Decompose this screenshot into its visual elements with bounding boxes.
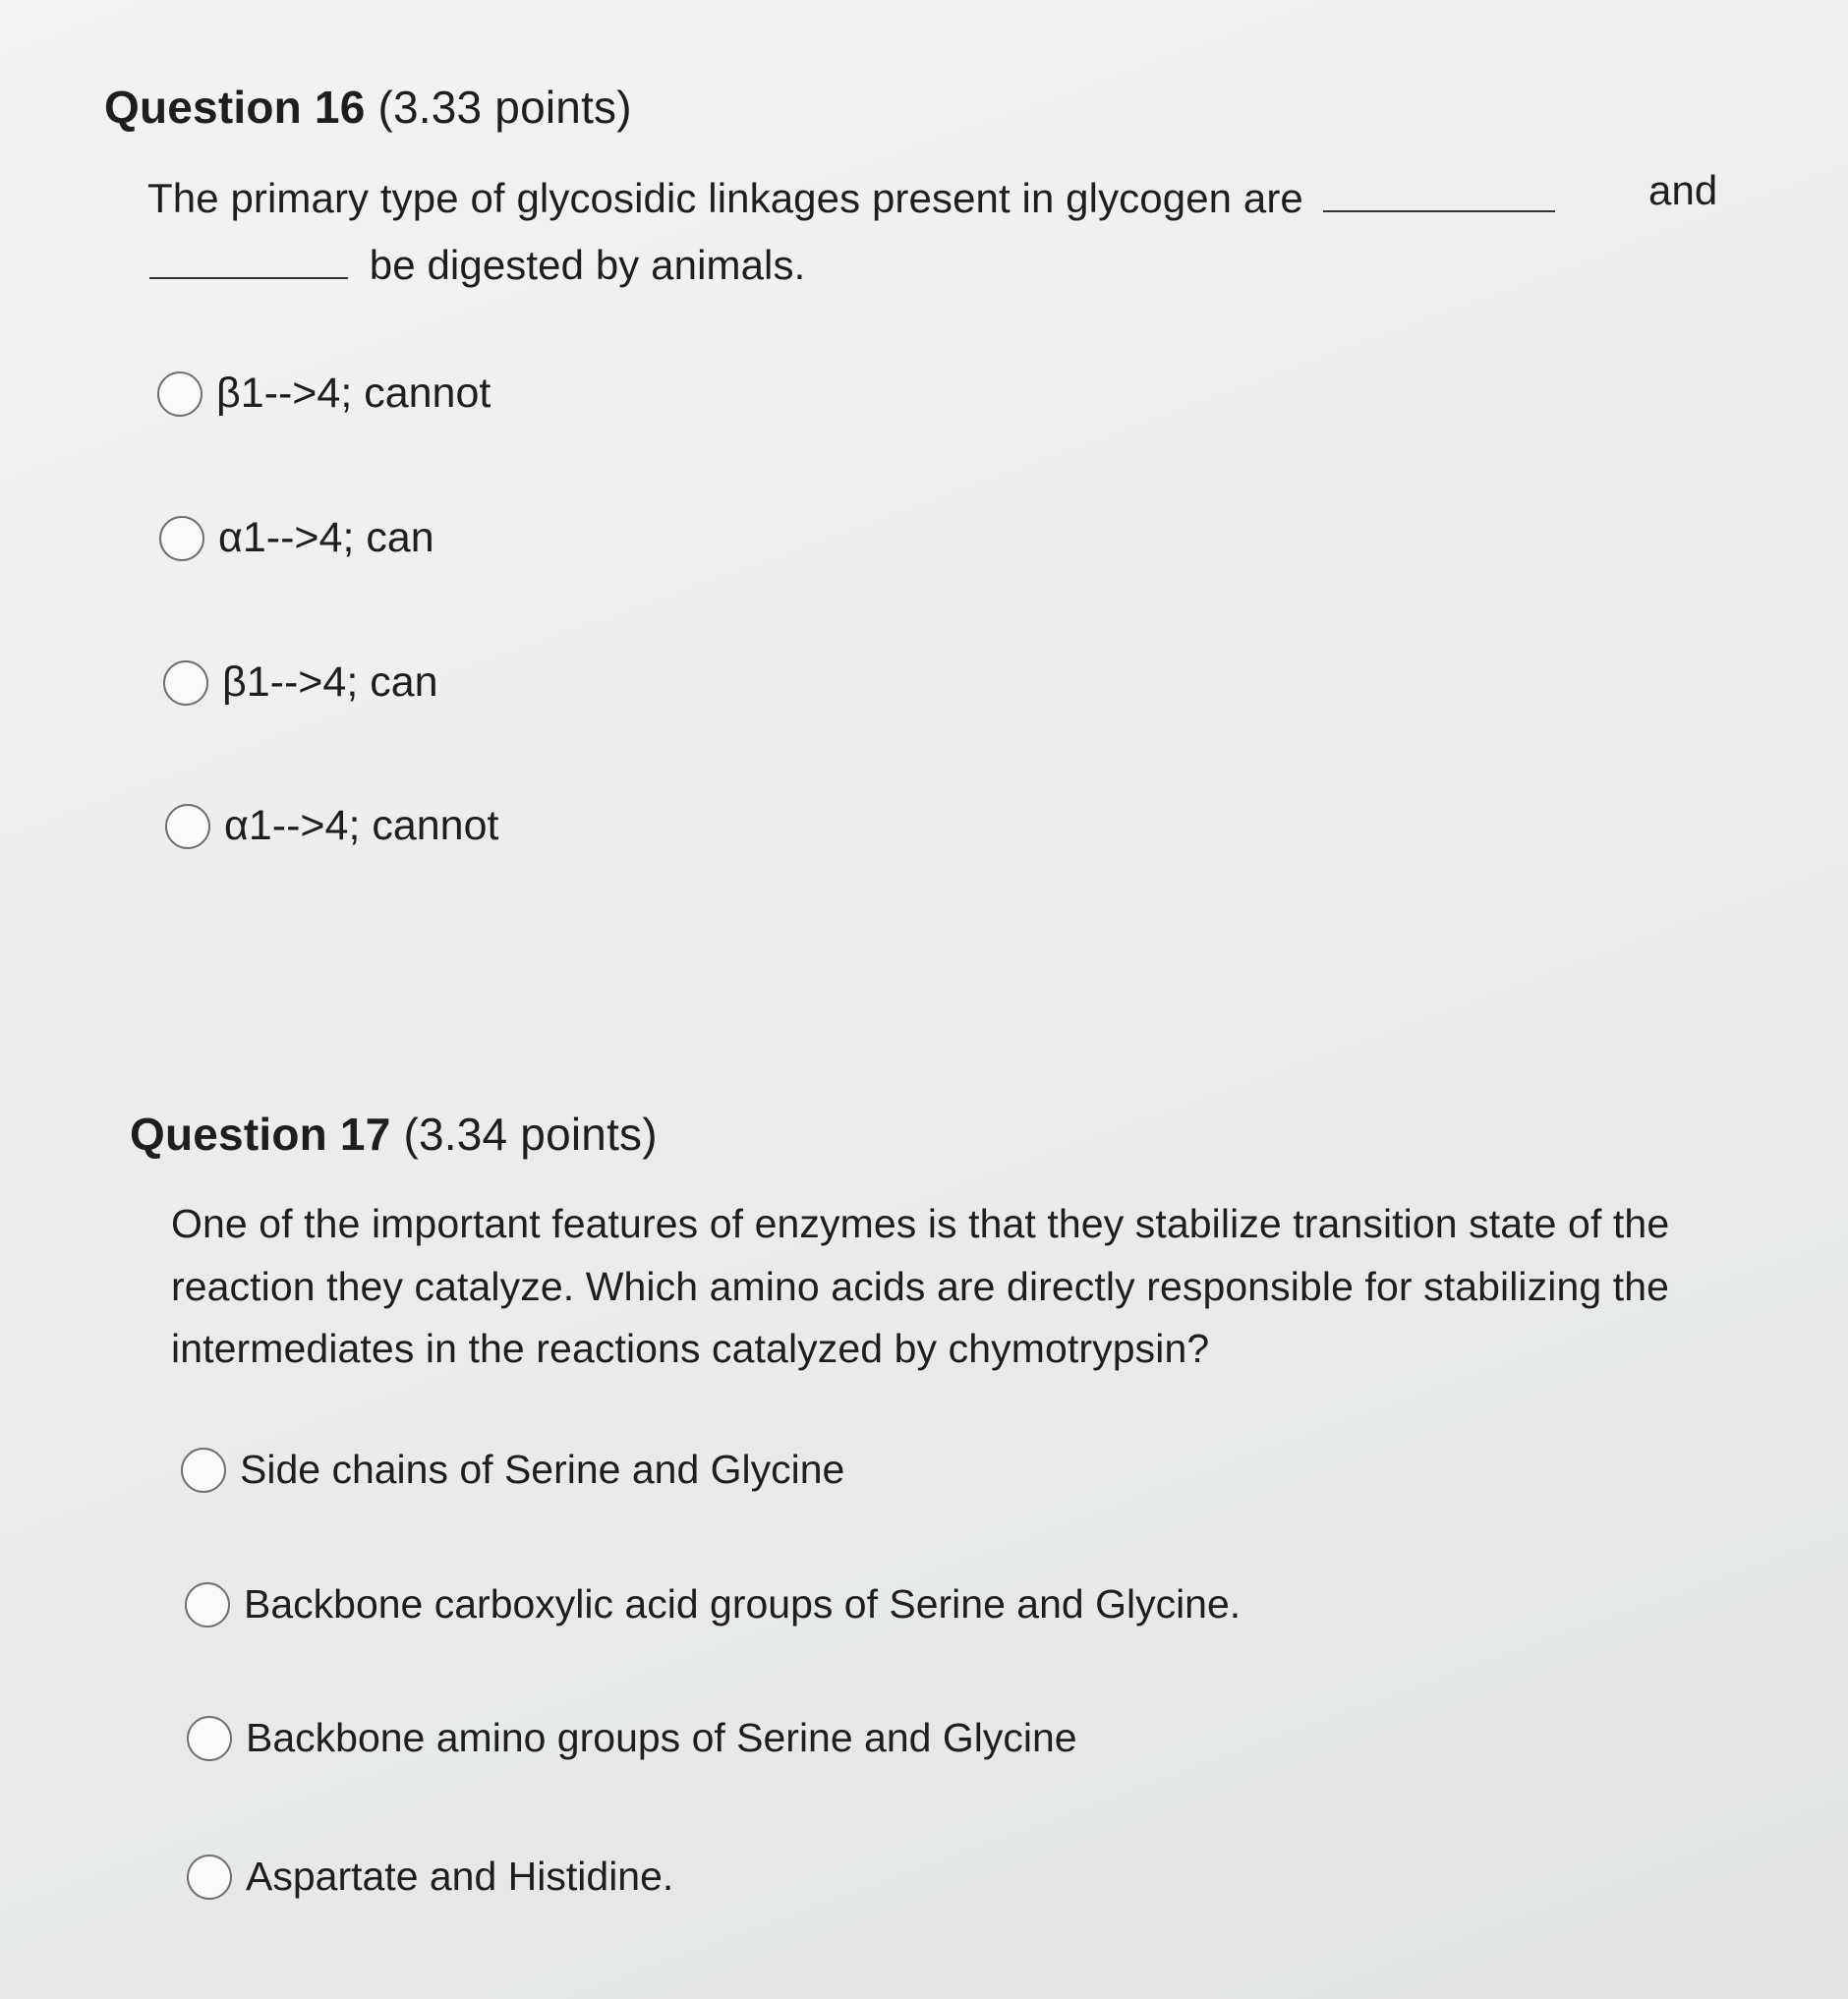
question-16-prompt-line-2 <box>149 242 805 289</box>
question-16-prompt-line-1 <box>147 175 1555 222</box>
radio-button-icon[interactable] <box>163 660 208 706</box>
q17-option-3[interactable] <box>187 1715 1077 1761</box>
question-17-prompt-line-1: One of the important features of enzymes is that they stabilize transition state of the <box>171 1201 1670 1246</box>
q16-option-2[interactable] <box>159 514 434 562</box>
question-17-number: Question 17 <box>130 1109 391 1160</box>
question-17-heading <box>130 1108 658 1161</box>
q17-option-1-label: Side chains of Serine and Glycine <box>240 1447 845 1492</box>
q16-option-3[interactable] <box>163 658 438 707</box>
q16-option-4[interactable] <box>165 802 498 850</box>
question-17-points: (3.34 points) <box>403 1109 658 1160</box>
q16-option-4-label: α1-->4; cannot <box>224 802 499 849</box>
question-17-prompt-line-2: reaction they catalyze. Which amino acids are directly responsible for stabilizing the <box>171 1264 1670 1309</box>
radio-button-icon[interactable] <box>185 1582 230 1628</box>
question-16-heading <box>104 81 632 134</box>
q17-option-2-label: Backbone carboxylic acid groups of Serine and Glycine. <box>244 1581 1242 1627</box>
q16-option-1[interactable] <box>157 370 491 418</box>
question-16-prompt-part-3: be digested by animals. <box>369 242 806 288</box>
radio-button-icon[interactable] <box>187 1716 232 1761</box>
fill-in-blank-2 <box>149 248 348 279</box>
q17-option-4[interactable] <box>187 1854 673 1900</box>
radio-button-icon[interactable] <box>159 516 204 561</box>
question-16-prompt-and: and <box>1648 167 1718 213</box>
radio-button-icon[interactable] <box>187 1855 232 1900</box>
q17-option-3-label: Backbone amino groups of Serine and Glycine <box>246 1715 1077 1760</box>
question-16-points: (3.33 points) <box>377 82 632 133</box>
question-17-prompt-line-3: intermediates in the reactions catalyzed by chymotrypsin? <box>171 1326 1210 1371</box>
radio-button-icon[interactable] <box>157 371 202 417</box>
q16-option-2-label: α1-->4; can <box>218 514 434 561</box>
q17-option-4-label: Aspartate and Histidine. <box>246 1854 674 1899</box>
question-16-prompt-part-1: The primary type of glycosidic linkages present in glycogen are <box>147 175 1303 221</box>
q16-option-3-label: β1-->4; can <box>222 658 438 706</box>
question-16-number: Question 16 <box>104 82 366 133</box>
radio-button-icon[interactable] <box>181 1448 226 1493</box>
radio-button-icon[interactable] <box>165 804 210 849</box>
q17-option-1[interactable] <box>181 1447 844 1493</box>
fill-in-blank-1 <box>1323 181 1555 212</box>
q16-option-1-label: β1-->4; cannot <box>216 370 491 417</box>
q17-option-2[interactable] <box>185 1581 1241 1628</box>
